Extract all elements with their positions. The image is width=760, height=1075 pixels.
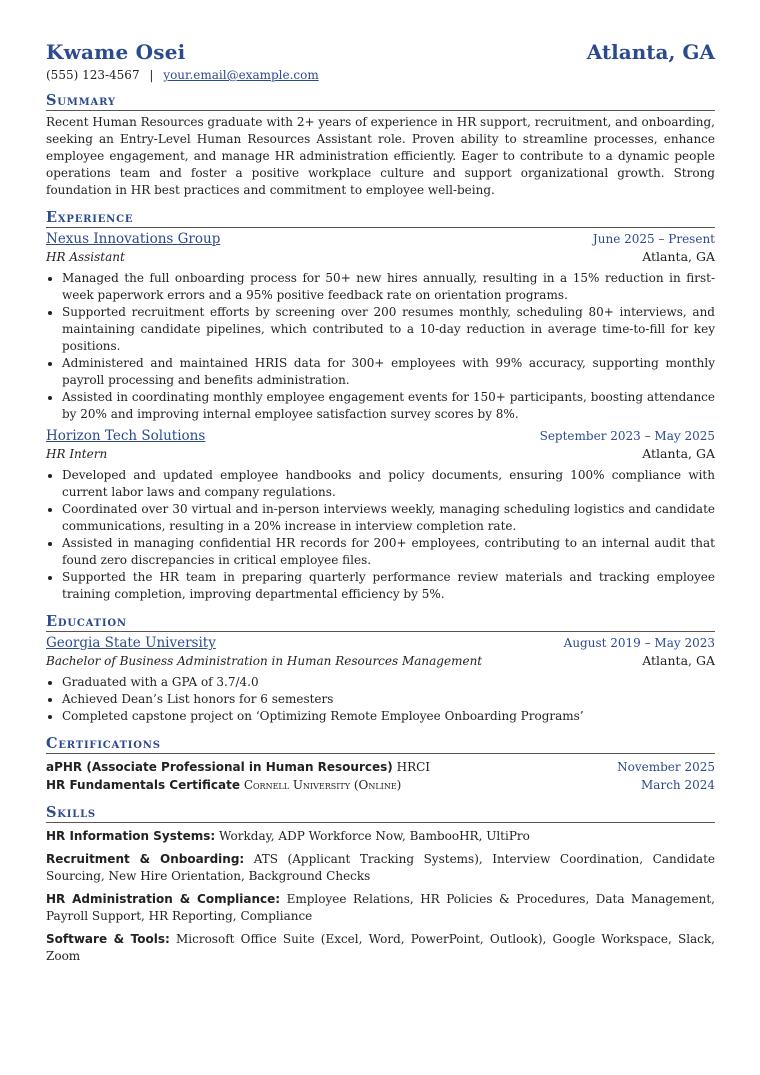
certification-row bbox=[46, 758, 715, 776]
school-location: Atlanta, GA bbox=[642, 653, 715, 668]
experience-bullets bbox=[46, 467, 715, 603]
education-entry bbox=[46, 632, 715, 725]
summary-text: Recent Human Resources graduate with 2+ years of experience in HR support, recruitment, and onboarding, seeking an Entry-Level Human Resources Assistant role. Proven ability to streamline processes, enhance employee engagement, and manage HR administration efficiently. Eager to contribute to a dynamic people operations team and foster a positive workplace culture and support organizational growth. Strong foundation in HR best practices and commitment to employee well-being. bbox=[46, 115, 715, 197]
list-item: • Assisted in managing confidential HR records for 200+ employees, contributing to an internal audit that found zero discrepancies in critical employee files. bbox=[62, 535, 715, 569]
skill-category: Recruitment & Onboarding: bbox=[46, 852, 245, 866]
section-title-experience: Experience bbox=[46, 209, 715, 228]
list-item: • Supported the HR team in preparing quarterly performance review materials and tracking employee training completion, improving departmental efficiency by 5%. bbox=[62, 569, 715, 603]
skill-row bbox=[46, 931, 715, 965]
list-item: • Coordinated over 30 virtual and in-person interviews weekly, managing scheduling logistics and candidate communications, resulting in a 20% increase in interview completion rate. bbox=[62, 501, 715, 535]
list-item: • Achieved Dean’s List honors for 6 semesters bbox=[62, 691, 715, 708]
section-title-education: Education bbox=[46, 613, 715, 632]
job-title: HR Intern bbox=[46, 447, 108, 461]
degree-name: Bachelor of Business Administration in Human Resources Management bbox=[46, 654, 483, 668]
list-item: • Developed and updated employee handbooks and policy documents, ensuring 100% compliance with current labor laws and company regulations. bbox=[62, 467, 715, 501]
skill-category: HR Administration & Compliance: bbox=[46, 892, 281, 906]
section-title-skills: Skills bbox=[46, 804, 715, 823]
list-item: • Administered and maintained HRIS data for 300+ employees with 99% accuracy, supporting monthly payroll processing and benefits administration. bbox=[62, 355, 715, 389]
education-dates: August 2019 – May 2023 bbox=[563, 636, 715, 650]
education-bullets bbox=[46, 674, 715, 725]
employment-dates: September 2023 – May 2025 bbox=[539, 429, 715, 443]
certification-issuer: Cornell University (Online) bbox=[243, 778, 402, 792]
skill-category: Software & Tools: bbox=[46, 932, 170, 946]
contact-separator: | bbox=[149, 68, 154, 82]
candidate-name: Kwame Osei bbox=[46, 40, 186, 64]
certifications-list bbox=[46, 758, 715, 794]
candidate-city: Atlanta, GA bbox=[586, 40, 715, 64]
skill-row bbox=[46, 851, 715, 885]
certification-name: aPHR (Associate Professional in Human Resources) bbox=[46, 760, 393, 774]
section-title-certifications: Certifications bbox=[46, 735, 715, 754]
skill-row bbox=[46, 891, 715, 925]
contact-line bbox=[46, 68, 715, 82]
employment-dates: June 2025 – Present bbox=[592, 232, 715, 246]
experience-entry bbox=[46, 425, 715, 603]
skill-row bbox=[46, 828, 715, 845]
job-title: HR Assistant bbox=[46, 250, 125, 264]
job-location: Atlanta, GA bbox=[642, 446, 715, 461]
certification-date: November 2025 bbox=[617, 760, 715, 774]
resume-header bbox=[46, 40, 715, 64]
email-link[interactable]: your.email@example.com bbox=[163, 68, 319, 82]
school-name[interactable]: Georgia State University bbox=[46, 635, 216, 651]
list-item: • Supported recruitment efforts by screening over 200 resumes monthly, scheduling 80+ interviews, and maintaining candidate pipelines, which contributed to a 10-day reduction in average time-to-fill for key positions. bbox=[62, 304, 715, 355]
list-item: • Managed the full onboarding process for 50+ new hires annually, resulting in a 15% reduction in first-week paperwork errors and a 95% positive feedback rate on orientation programs. bbox=[62, 270, 715, 304]
certification-date: March 2024 bbox=[641, 778, 715, 792]
list-item: • Completed capstone project on ‘Optimizing Remote Employee Onboarding Programs’ bbox=[62, 708, 715, 725]
employer-name[interactable]: Horizon Tech Solutions bbox=[46, 428, 206, 444]
certification-name: HR Fundamentals Certificate bbox=[46, 778, 240, 792]
experience-bullets bbox=[46, 270, 715, 423]
skill-list: Workday, ADP Workforce Now, BambooHR, UltiPro bbox=[219, 829, 530, 843]
resume-page bbox=[46, 40, 715, 965]
certification-issuer: HRCI bbox=[396, 760, 431, 774]
list-item: • Graduated with a GPA of 3.7/4.0 bbox=[62, 674, 715, 691]
skill-category: HR Information Systems: bbox=[46, 829, 216, 843]
phone-number: (555) 123-4567 bbox=[46, 68, 140, 82]
certification-row bbox=[46, 776, 715, 794]
job-location: Atlanta, GA bbox=[642, 249, 715, 264]
list-item: • Assisted in coordinating monthly employee engagement events for 150+ participants, boosting attendance by 20% and improving internal employee satisfaction survey scores by 8%. bbox=[62, 389, 715, 423]
skill-list: Microsoft Office Suite (Excel, Word, PowerPoint, Outlook), Google Workspace, Slack, Zoom bbox=[46, 932, 715, 963]
section-title-summary: Summary bbox=[46, 92, 715, 111]
experience-entry bbox=[46, 228, 715, 423]
employer-name[interactable]: Nexus Innovations Group bbox=[46, 231, 221, 247]
skill-list: ATS (Applicant Tracking Systems), Interview Coordination, Candidate Sourcing, New Hire Orientation, Background Checks bbox=[46, 852, 715, 883]
skill-list: Employee Relations, HR Policies & Procedures, Data Management, Payroll Support, HR Reporting, Compliance bbox=[46, 892, 715, 923]
